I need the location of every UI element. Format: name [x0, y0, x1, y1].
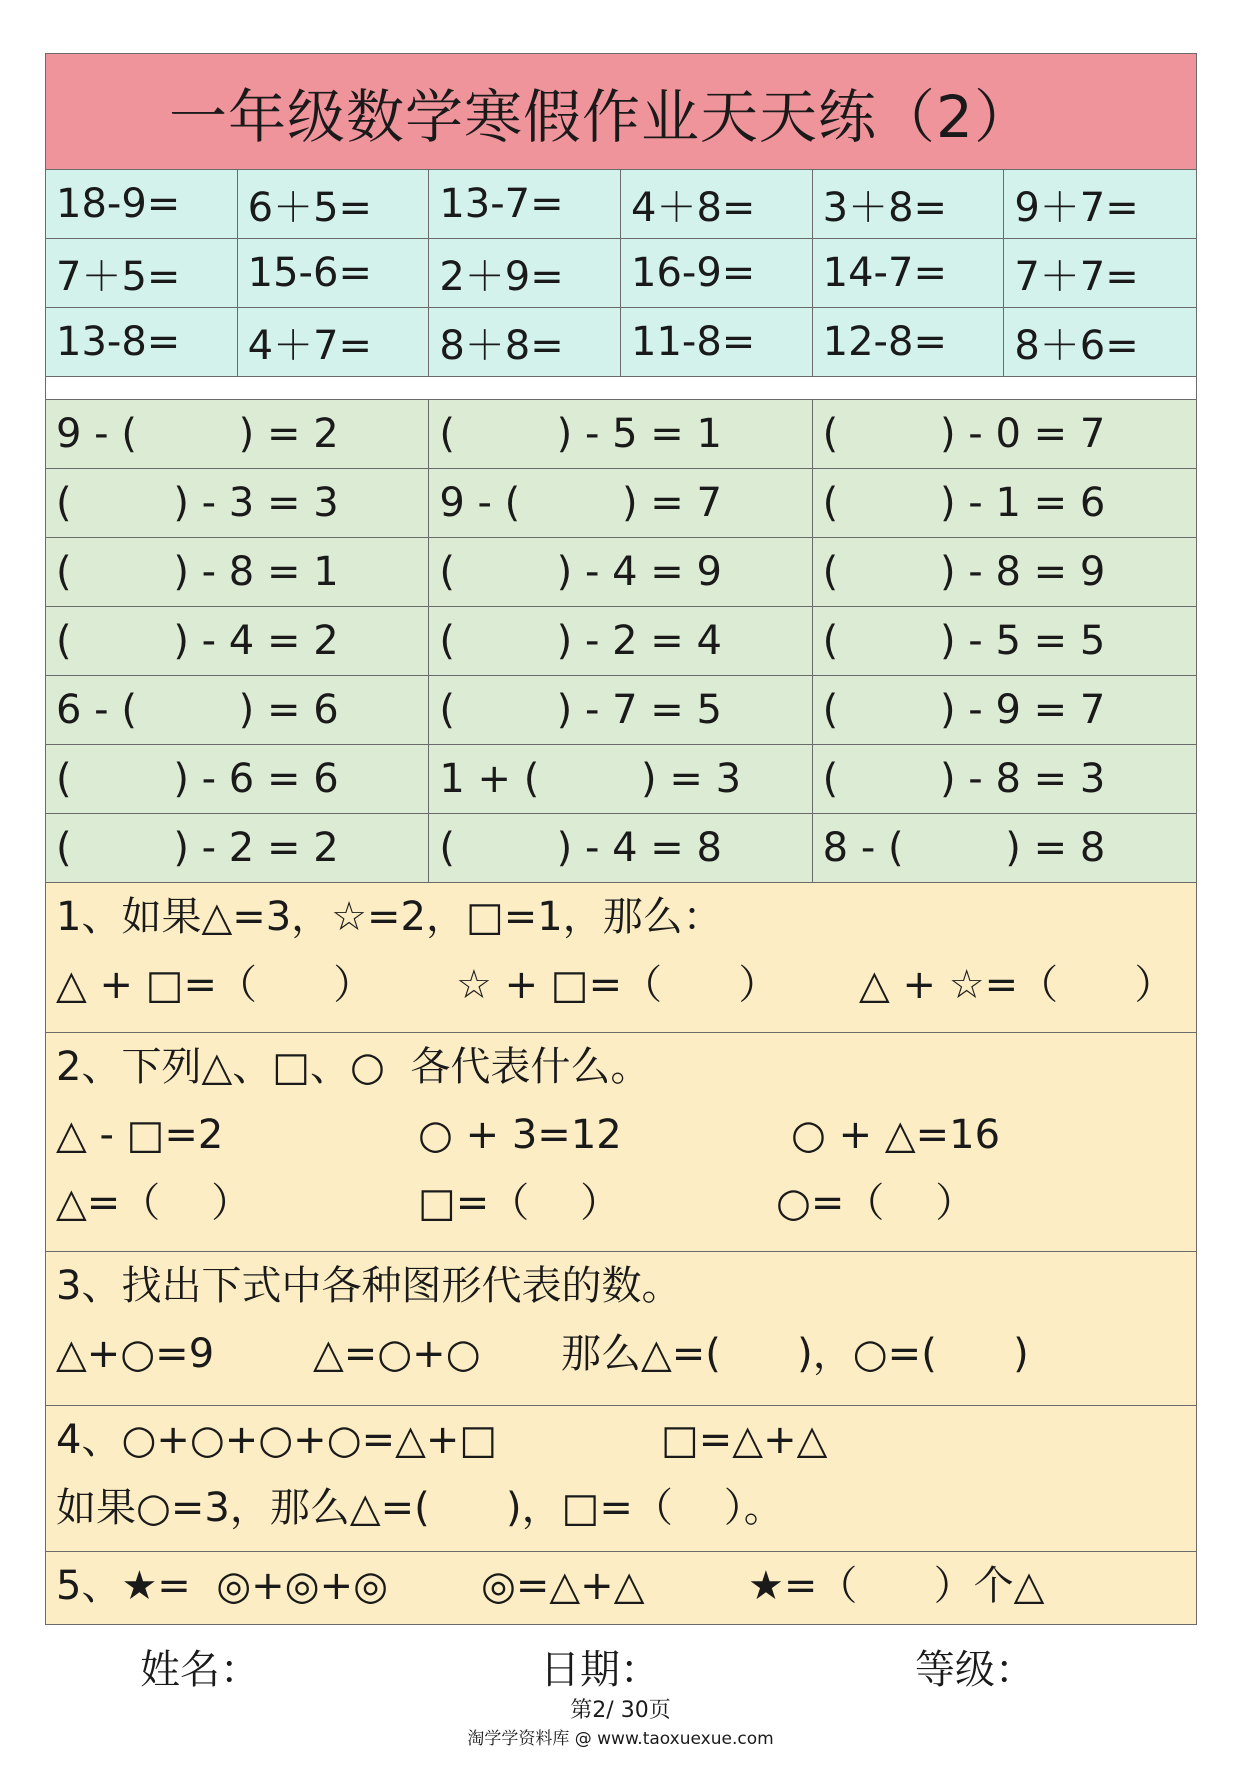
problem-5 [46, 1552, 1196, 1624]
blank-cell: ( ) - 2 = 4 [429, 607, 812, 676]
problem-4 [46, 1406, 1196, 1552]
name-label: 姓名： [140, 1647, 260, 1693]
problem-1-part: △ + □=（ ） [56, 962, 374, 1008]
problem-2-answer: □=（ ） [418, 1180, 621, 1226]
arith-cell: 15-6= [238, 239, 430, 308]
problem-line [56, 1320, 1196, 1388]
arith-cell: 4＋7= [238, 308, 430, 377]
blank-cell: ( ) - 3 = 3 [46, 469, 429, 538]
page-number: 第2/ 30页 [570, 1698, 671, 1723]
blank-cell: ( ) - 7 = 5 [429, 676, 812, 745]
problem-line [56, 883, 1196, 951]
blank-cell: ( ) - 2 = 2 [46, 814, 429, 883]
problem-line [56, 1101, 1196, 1169]
problem-4-question: 如果○=3，那么△=( )，□=（ ）。 [56, 1485, 784, 1531]
arith-cell: 2＋9= [429, 239, 621, 308]
problem-1-text: 1、如果△=3，☆=2，□=1，那么： [56, 894, 723, 940]
site-credit: 淘学学资料库 @ www.taoxuexue.com [467, 1729, 774, 1749]
problem-3-text: 3、找出下式中各种图形代表的数。 [56, 1263, 682, 1309]
arithmetic-grid [46, 170, 1196, 377]
problem-5-part: 5、★= ◎+◎+◎ [56, 1563, 388, 1609]
arith-cell: 3＋8= [813, 170, 1005, 239]
arith-cell: 13-8= [46, 308, 238, 377]
problem-line [56, 1474, 1196, 1542]
problem-3-part: △+○=9 [56, 1331, 215, 1377]
problem-2-text: 2、下列△、□、○ 各代表什么。 [56, 1044, 651, 1090]
arith-cell: 18-9= [46, 170, 238, 239]
blank-cell: ( ) - 5 = 5 [813, 607, 1196, 676]
problem-1-part: ☆ + □=（ ） [456, 962, 779, 1008]
blank-cell: ( ) - 8 = 9 [813, 538, 1196, 607]
arith-cell: 13-7= [429, 170, 621, 239]
arith-cell: 8＋8= [429, 308, 621, 377]
problem-3 [46, 1252, 1196, 1406]
problem-line [56, 1552, 1196, 1620]
arith-cell: 11-8= [621, 308, 813, 377]
arith-cell: 8＋6= [1004, 308, 1196, 377]
blank-cell: 6 - ( ) = 6 [46, 676, 429, 745]
arith-cell: 9＋7= [1004, 170, 1196, 239]
blank-cell: 9 - ( ) = 7 [429, 469, 812, 538]
blank-cell: ( ) - 1 = 6 [813, 469, 1196, 538]
blank-cell: 9 - ( ) = 2 [46, 400, 429, 469]
problem-2-answer: ○=（ ） [776, 1180, 976, 1226]
problem-1 [46, 883, 1196, 1033]
problem-line [56, 1169, 1196, 1237]
problem-line [56, 1252, 1196, 1320]
problem-2-answer: △=（ ） [56, 1180, 252, 1226]
worksheet-title [46, 54, 1196, 170]
date-label: 日期： [540, 1647, 660, 1693]
blank-cell: ( ) - 8 = 1 [46, 538, 429, 607]
blank-cell: ( ) - 0 = 7 [813, 400, 1196, 469]
problem-3-part: 那么△=( )，○=( ) [561, 1331, 1029, 1377]
problem-line [56, 951, 1196, 1019]
arith-cell: 6＋5= [238, 170, 430, 239]
arith-cell: 7＋7= [1004, 239, 1196, 308]
blank-cell: ( ) - 5 = 1 [429, 400, 812, 469]
problem-4-text: 4、○+○+○+○=△+□ [56, 1417, 498, 1463]
problem-line [56, 1406, 1196, 1474]
arith-cell: 16-9= [621, 239, 813, 308]
problem-line [56, 1033, 1196, 1101]
problem-4-text: □=△+△ [661, 1417, 828, 1463]
blank-cell: ( ) - 4 = 8 [429, 814, 812, 883]
arith-cell: 14-7= [813, 239, 1005, 308]
problem-5-part: ★=（ ）个△ [748, 1563, 1045, 1609]
arith-cell: 4＋8= [621, 170, 813, 239]
blank-cell: ( ) - 6 = 6 [46, 745, 429, 814]
blank-cell: ( ) - 4 = 9 [429, 538, 812, 607]
problem-2-equation: ○ + 3=12 [418, 1112, 622, 1158]
section-spacer [46, 377, 1196, 400]
problem-5-part: ◎=△+△ [481, 1563, 645, 1609]
blank-cell: ( ) - 4 = 2 [46, 607, 429, 676]
blank-cell: ( ) - 8 = 3 [813, 745, 1196, 814]
problem-1-part: △ + ☆=（ ） [859, 962, 1175, 1008]
worksheet [45, 53, 1197, 1625]
problem-2-equation: ○ + △=16 [791, 1112, 1001, 1158]
arith-cell: 7＋5= [46, 239, 238, 308]
blank-cell: 8 - ( ) = 8 [813, 814, 1196, 883]
problem-3-part: △=○+○ [313, 1331, 481, 1377]
blank-cell: 1 + ( ) = 3 [429, 745, 812, 814]
fill-blank-grid [46, 400, 1196, 883]
grade-label: 等级： [915, 1647, 1035, 1693]
blank-cell: ( ) - 9 = 7 [813, 676, 1196, 745]
problem-2-equation: △ - □=2 [56, 1112, 224, 1158]
problem-2 [46, 1033, 1196, 1252]
arith-cell: 12-8= [813, 308, 1005, 377]
title-text: 一年级数学寒假作业天天练（2） [169, 82, 1033, 151]
